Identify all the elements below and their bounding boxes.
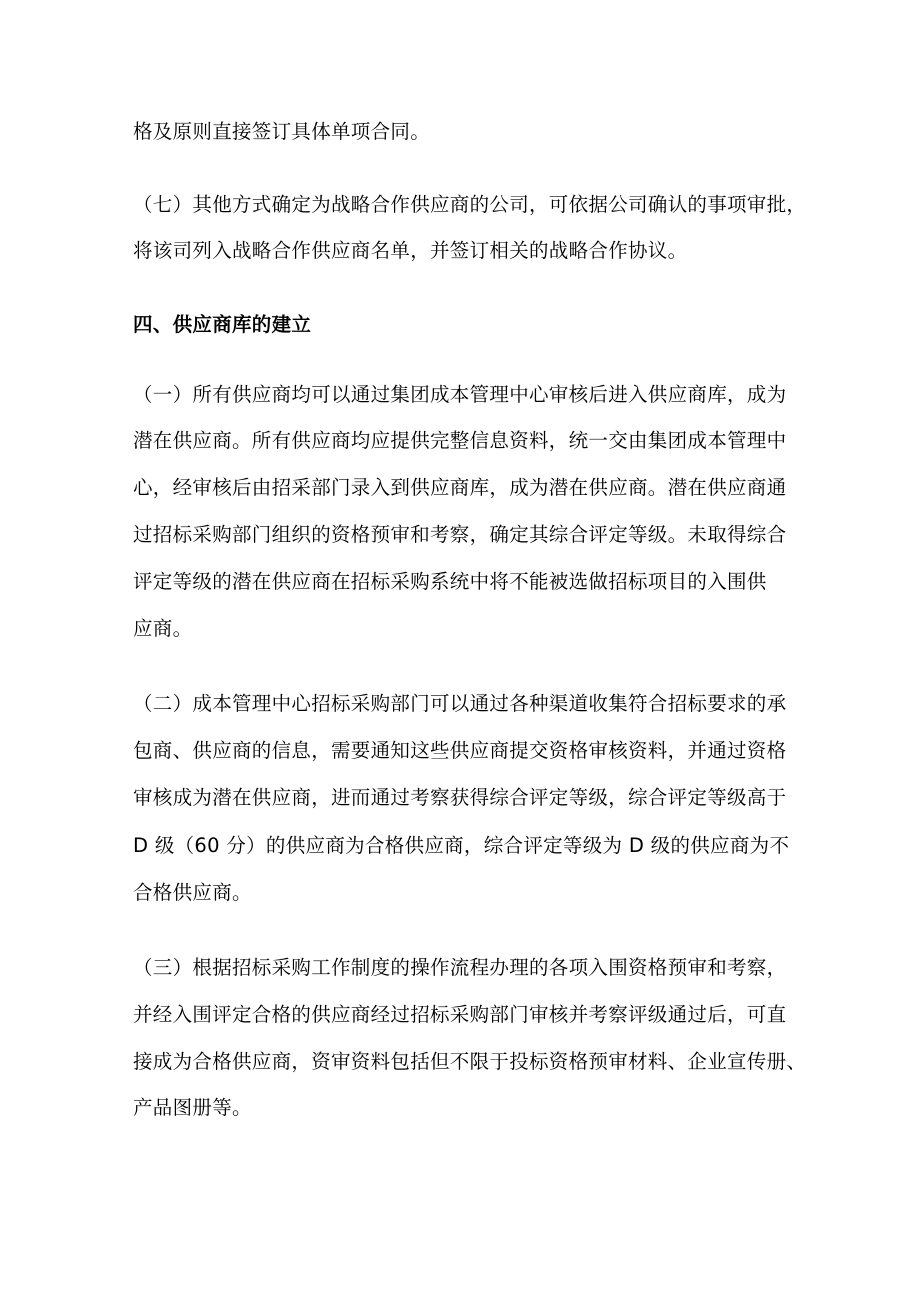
section-heading: 四、供应商库的建立 (133, 313, 312, 336)
paragraph-7-line-1: （七）其他方式确定为战略合作供应商的公司，可依据公司确认的事项审批， (133, 193, 807, 216)
paragraph-3-line-3: 接成为合格供应商，资审资料包括但不限于投标资格预审材料、企业宣传册、 (133, 1050, 807, 1073)
paragraph-2-line-1: （二）成本管理中心招标采购部门可以通过各种渠道收集符合招标要求的承 (133, 692, 787, 715)
paragraph-6-end-line: 格及原则直接签订具体单项合同。 (133, 120, 431, 143)
paragraph-1-line-4: 过招标采购部门组织的资格预审和考察，确定其综合评定等级。未取得综合 (133, 523, 787, 546)
paragraph-2-line-4: D 级（60 分）的供应商为合格供应商，综合评定等级为 D 级的供应商为不 (133, 834, 790, 857)
paragraph-7-line-2: 将该司列入战略合作供应商名单，并签订相关的战略合作协议。 (133, 239, 688, 262)
paragraph-1-line-6: 应商。 (133, 617, 193, 640)
paragraph-1-line-2: 潜在供应商。所有供应商均应提供完整信息资料，统一交由集团成本管理中 (133, 429, 787, 452)
paragraph-3-line-2: 并经入围评定合格的供应商经过招标采购部门审核并考察评级通过后，可直 (133, 1003, 787, 1026)
paragraph-1-line-1: （一）所有供应商均可以通过集团成本管理中心审核后进入供应商库，成为 (133, 383, 787, 406)
paragraph-2-line-3: 审核成为潜在供应商，进而通过考察获得综合评定等级，综合评定等级高于 (133, 786, 787, 809)
paragraph-1-line-5: 评定等级的潜在供应商在招标采购系统中将不能被选做招标项目的入围供 (133, 570, 767, 593)
paragraph-2-line-5: 合格供应商。 (133, 881, 252, 904)
paragraph-1-line-3: 心，经审核后由招采部门录入到供应商库，成为潜在供应商。潜在供应商通 (133, 476, 787, 499)
paragraph-3-line-1: （三）根据招标采购工作制度的操作流程办理的各项入围资格预审和考察， (133, 956, 787, 979)
paragraph-2-line-2: 包商、供应商的信息，需要通知这些供应商提交资格审核资料，并通过资格 (133, 739, 787, 762)
paragraph-3-line-4: 产品图册等。 (133, 1096, 252, 1119)
